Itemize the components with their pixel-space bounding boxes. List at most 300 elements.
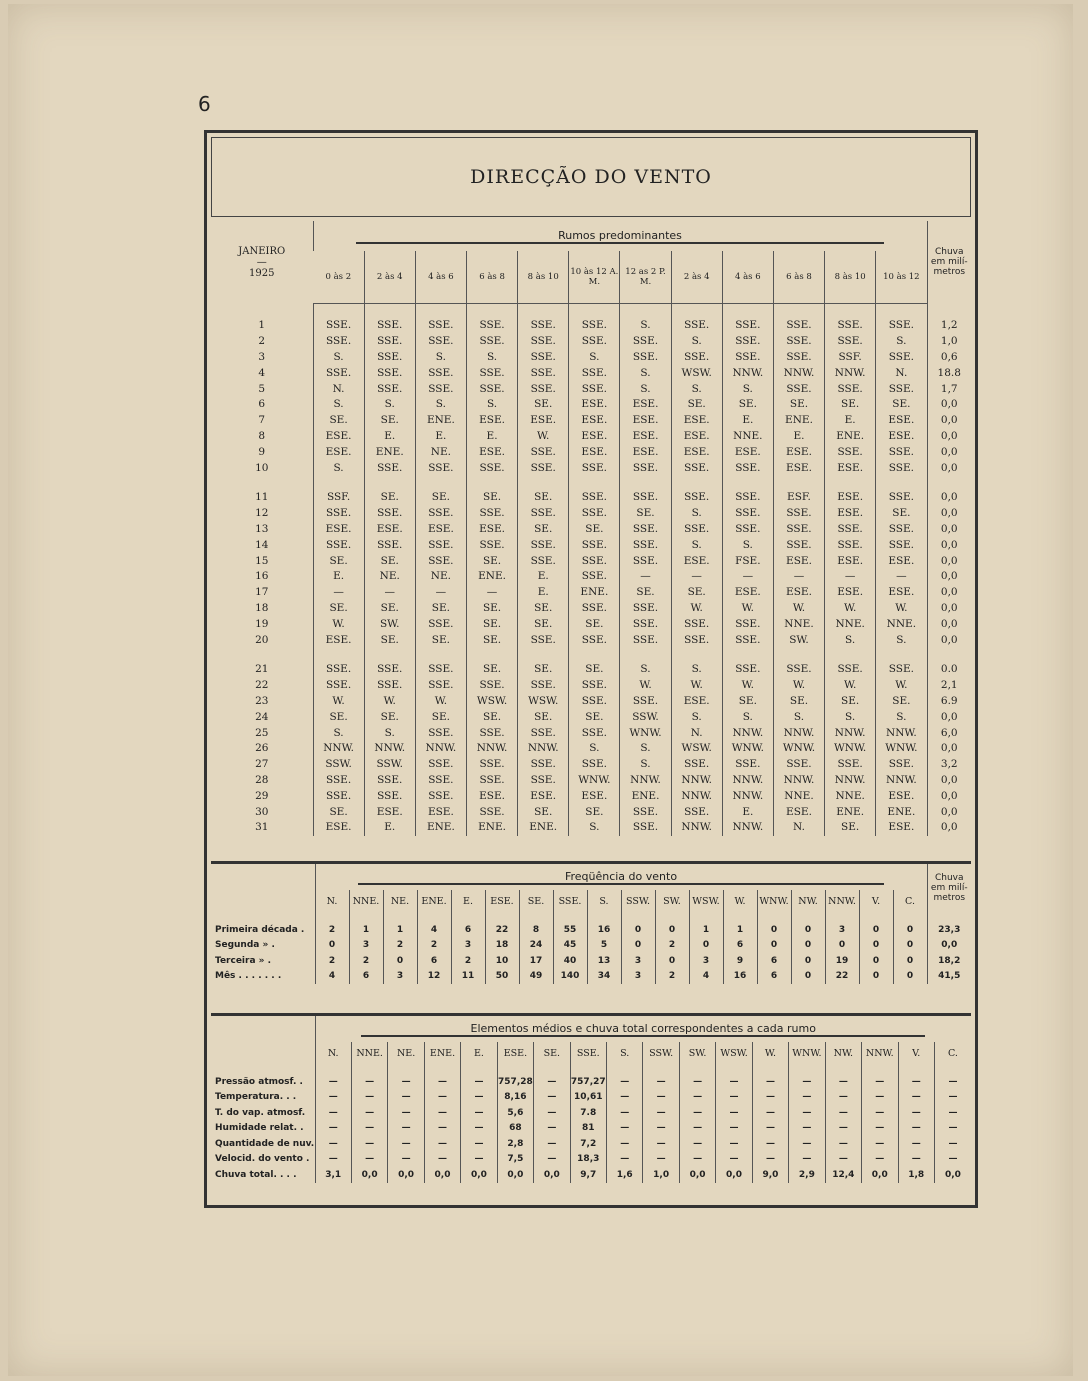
wind-direction-cell: NNW. — [620, 773, 671, 789]
wind-direction-cell: WNW. — [569, 773, 620, 789]
gap-cell — [424, 1064, 460, 1074]
wind-direction-cell: NE. — [415, 444, 466, 460]
wind-direction-cell: ESE. — [876, 820, 927, 836]
wind-direction-cell: SSE. — [876, 757, 927, 773]
wind-direction-cell: SSE. — [876, 350, 927, 366]
wind-direction-cell: SSE. — [415, 365, 466, 381]
spacer-cell — [876, 304, 927, 319]
wind-direction-cell: SSE. — [518, 365, 569, 381]
freq-direction-header: ENE. — [417, 890, 451, 912]
spacer-cell — [876, 476, 927, 490]
wind-direction-cell: SSE. — [364, 334, 415, 350]
freq-cell: 22 — [825, 969, 859, 985]
spacer-cell — [825, 648, 876, 662]
wind-direction-cell: ESE. — [620, 429, 671, 445]
wind-direction-cell: S. — [313, 397, 364, 413]
wind-direction-cell: SSE. — [671, 632, 722, 648]
element-cell: — — [934, 1121, 971, 1137]
rain-cell: 0,0 — [927, 569, 971, 585]
wind-direction-cell: ENE. — [773, 413, 824, 429]
elements-header — [315, 1015, 971, 1043]
wind-direction-cell: SSE. — [876, 662, 927, 678]
wind-direction-cell: S. — [825, 632, 876, 648]
day-number: 20 — [255, 633, 269, 646]
table-row — [211, 1152, 971, 1168]
spacer-cell — [722, 476, 773, 490]
wind-direction-cell: S. — [671, 537, 722, 553]
elements-direction-header: V. — [898, 1042, 934, 1064]
wind-direction-cell: SSF. — [313, 490, 364, 506]
element-cell: — — [607, 1136, 643, 1152]
gap-cell — [893, 912, 927, 922]
element-cell: — — [351, 1105, 387, 1121]
wind-direction-cell: N. — [671, 725, 722, 741]
wind-direction-cell: SE. — [364, 413, 415, 429]
spacer-cell — [415, 476, 466, 490]
freq-cell: 16 — [587, 922, 621, 938]
day-number: 18 — [255, 601, 269, 614]
element-cell: — — [825, 1105, 861, 1121]
element-cell: — — [534, 1074, 570, 1090]
element-cell: — — [752, 1105, 788, 1121]
wind-direction-cell: S. — [313, 725, 364, 741]
wind-direction-cell: SSE. — [415, 381, 466, 397]
wind-direction-cell: SE. — [569, 616, 620, 632]
wind-direction-cell: S. — [671, 662, 722, 678]
wind-direction-cell: W. — [722, 678, 773, 694]
day-number: 8 — [258, 429, 266, 442]
wind-direction-cell: SSE. — [313, 662, 364, 678]
wind-direction-cell: W. — [825, 678, 876, 694]
freq-cell: 45 — [553, 938, 587, 954]
wind-direction-cell: S. — [722, 381, 773, 397]
freq-cell: 6 — [757, 953, 791, 969]
time-column-header: 6 às 8 — [773, 251, 824, 304]
wind-direction-cell: NNW. — [876, 773, 927, 789]
element-cell: — — [752, 1152, 788, 1168]
freq-cell: 0 — [689, 938, 723, 954]
spacer-cell — [518, 476, 569, 490]
rain-cell: 18,2 — [927, 953, 971, 969]
day-number: 30 — [255, 805, 269, 818]
wind-direction-cell: NNW. — [825, 773, 876, 789]
wind-direction-cell: — — [773, 569, 824, 585]
wind-direction-cell: ESE. — [415, 522, 466, 538]
freq-cell: 6 — [349, 969, 383, 985]
element-cell: — — [679, 1105, 715, 1121]
wind-direction-cell: ESE. — [825, 585, 876, 601]
element-cell: — — [898, 1105, 934, 1121]
freq-cell: 40 — [553, 953, 587, 969]
element-cell: — — [388, 1105, 424, 1121]
rain-cell: 0,0 — [927, 413, 971, 429]
element-cell: — — [862, 1074, 898, 1090]
wind-direction-cell: SSE. — [518, 632, 569, 648]
wind-direction-cell: SE. — [518, 709, 569, 725]
time-column-header: 0 às 2 — [313, 251, 364, 304]
element-cell: — — [607, 1105, 643, 1121]
day-number: 11 — [255, 491, 269, 504]
spacer-cell — [927, 476, 971, 490]
wind-direction-cell: — — [671, 569, 722, 585]
wind-direction-cell: SSW. — [620, 709, 671, 725]
wind-direction-cell: S. — [313, 460, 364, 476]
element-cell: — — [679, 1152, 715, 1168]
wind-direction-cell: E. — [722, 413, 773, 429]
wind-direction-cell: ESE. — [313, 632, 364, 648]
wind-direction-cell: ESE. — [773, 553, 824, 569]
wind-direction-cell: SSE. — [876, 460, 927, 476]
spacer-cell — [364, 304, 415, 319]
element-cell: — — [752, 1090, 788, 1106]
gap-cell — [485, 912, 519, 922]
row-label: Velocid. do vento . — [215, 1154, 310, 1165]
table-row — [211, 938, 971, 954]
element-cell: — — [643, 1121, 679, 1137]
wind-direction-cell: ESE. — [722, 444, 773, 460]
wind-direction-cell: E. — [313, 569, 364, 585]
time-column-header: 6 às 8 — [466, 251, 517, 304]
freq-cell: 0 — [757, 922, 791, 938]
day-number: 12 — [255, 507, 269, 520]
wind-direction-cell: ENE. — [415, 820, 466, 836]
wind-direction-cell: SE. — [518, 397, 569, 413]
day-number: 5 — [258, 382, 266, 395]
elements-direction-header: W. — [752, 1042, 788, 1064]
day-number: 31 — [255, 821, 269, 834]
gap-cell — [757, 912, 791, 922]
element-cell: 18,3 — [570, 1152, 606, 1168]
spacer-cell — [211, 476, 313, 490]
wind-direction-cell: ESE. — [722, 585, 773, 601]
wind-direction-cell: SE. — [773, 694, 824, 710]
freq-cell: 1 — [723, 922, 757, 938]
element-cell: — — [825, 1121, 861, 1137]
freq-cell: 2 — [417, 938, 451, 954]
table-row — [211, 741, 971, 757]
freq-cell: 5 — [587, 938, 621, 954]
wind-direction-cell: SE. — [518, 662, 569, 678]
wind-direction-cell: SSE. — [415, 725, 466, 741]
wind-direction-cell: — — [722, 569, 773, 585]
element-cell: — — [752, 1121, 788, 1137]
wind-direction-cell: S. — [825, 709, 876, 725]
wind-direction-cell: SSE. — [313, 678, 364, 694]
wind-direction-cell: W. — [364, 694, 415, 710]
wind-direction-cell: SSE. — [466, 804, 517, 820]
day-number: 28 — [255, 773, 269, 786]
wind-direction-cell: SSE. — [876, 444, 927, 460]
time-column-header: 10 às 12 A. M. — [569, 251, 620, 304]
gap-cell — [859, 912, 893, 922]
freq-cell: 140 — [553, 969, 587, 985]
wind-direction-cell: E. — [364, 429, 415, 445]
wind-direction-cell: SSE. — [415, 757, 466, 773]
day-number: 23 — [255, 694, 269, 707]
wind-direction-cell: FSE. — [722, 553, 773, 569]
wind-direction-cell: SSE. — [518, 773, 569, 789]
day-number: 21 — [255, 663, 269, 676]
elements-direction-header: N. — [315, 1042, 351, 1064]
wind-direction-cell: W. — [620, 678, 671, 694]
freq-cell: 4 — [315, 969, 349, 985]
day-number: 10 — [255, 461, 269, 474]
wind-direction-cell: ESE. — [313, 429, 364, 445]
element-cell: — — [934, 1152, 971, 1168]
wind-direction-cell: SSE. — [313, 318, 364, 334]
freq-cell: 11 — [451, 969, 485, 985]
element-cell: — — [388, 1090, 424, 1106]
table-row — [211, 601, 971, 617]
wind-direction-cell: SE. — [518, 490, 569, 506]
day-number: 16 — [255, 570, 269, 583]
freq-cell: 34 — [587, 969, 621, 985]
freq-cell: 3 — [451, 938, 485, 954]
wind-direction-cell: SSE. — [313, 773, 364, 789]
day-number: 6 — [258, 398, 266, 411]
table-row — [211, 1090, 971, 1106]
element-cell: — — [388, 1121, 424, 1137]
spacer-cell — [927, 304, 971, 319]
freq-cell: 0 — [791, 922, 825, 938]
wind-direction-cell: NNE. — [876, 616, 927, 632]
wind-direction-cell: SSE. — [364, 788, 415, 804]
element-cell: 81 — [570, 1121, 606, 1137]
spacer-cell — [620, 648, 671, 662]
freq-cell: 0 — [859, 922, 893, 938]
wind-direction-cell: S. — [722, 537, 773, 553]
freq-cell: 2 — [655, 938, 689, 954]
wind-direction-cell: S. — [876, 632, 927, 648]
wind-direction-cell: SE. — [825, 397, 876, 413]
freq-cell: 0 — [315, 938, 349, 954]
rain-cell: 0.0 — [927, 662, 971, 678]
wind-direction-cell: NNW. — [415, 741, 466, 757]
wind-direction-cell: S. — [466, 350, 517, 366]
wind-direction-cell: W. — [518, 429, 569, 445]
rain-cell: 0,0 — [927, 522, 971, 538]
element-cell: — — [643, 1105, 679, 1121]
freq-cell: 3 — [825, 922, 859, 938]
wind-direction-cell: S. — [671, 381, 722, 397]
table-row — [211, 678, 971, 694]
wind-direction-cell: SE. — [313, 413, 364, 429]
elements-direction-header: ENE. — [424, 1042, 460, 1064]
wind-direction-cell: SSE. — [773, 381, 824, 397]
freq-cell: 0 — [859, 953, 893, 969]
wind-direction-cell: SE. — [722, 694, 773, 710]
freq-direction-header: E. — [451, 890, 485, 912]
wind-direction-cell: NNW. — [876, 725, 927, 741]
day-number: 17 — [255, 586, 269, 599]
element-cell: — — [789, 1136, 825, 1152]
elements-direction-row — [211, 1042, 971, 1064]
wind-direction-cell: SSE. — [620, 616, 671, 632]
wind-direction-cell: ENE. — [364, 444, 415, 460]
rain-cell: 0,0 — [927, 773, 971, 789]
day-number: 13 — [255, 522, 269, 535]
wind-direction-cell: NNW. — [722, 773, 773, 789]
element-cell: — — [534, 1152, 570, 1168]
table-row — [211, 1167, 971, 1183]
wind-direction-cell: SE. — [364, 553, 415, 569]
wind-direction-cell: SSE. — [876, 522, 927, 538]
element-cell: — — [825, 1090, 861, 1106]
wind-direction-cell: SE. — [466, 601, 517, 617]
freq-direction-header: NE. — [383, 890, 417, 912]
wind-direction-cell: ESE. — [364, 522, 415, 538]
element-cell: 0,0 — [534, 1167, 570, 1183]
wind-direction-cell: SE. — [313, 553, 364, 569]
rain-cell: 0,0 — [927, 632, 971, 648]
table-row — [211, 1105, 971, 1121]
wind-direction-cell: SE. — [671, 585, 722, 601]
element-cell: 0,0 — [351, 1167, 387, 1183]
wind-direction-cell: SSE. — [569, 318, 620, 334]
element-cell: — — [607, 1121, 643, 1137]
element-cell: — — [789, 1121, 825, 1137]
wind-direction-cell: NNW. — [518, 741, 569, 757]
rain-cell: 0,0 — [927, 585, 971, 601]
table-row — [211, 506, 971, 522]
wind-direction-cell: W. — [415, 694, 466, 710]
element-cell: — — [461, 1105, 497, 1121]
wind-direction-cell: NNW. — [825, 365, 876, 381]
wind-direction-cell: ENE. — [415, 413, 466, 429]
wind-direction-cell: WNW. — [773, 741, 824, 757]
wind-direction-cell: — — [620, 569, 671, 585]
wind-direction-cell: SSE. — [466, 773, 517, 789]
spacer-cell — [876, 648, 927, 662]
wind-direction-cell: WSW. — [466, 694, 517, 710]
wind-direction-cell: SSE. — [876, 318, 927, 334]
wind-direction-cell: SSE. — [620, 820, 671, 836]
wind-direction-cell: SE. — [466, 616, 517, 632]
spacer-cell — [569, 304, 620, 319]
wind-direction-cell: SSE. — [313, 788, 364, 804]
element-cell: 68 — [497, 1121, 533, 1137]
day-number: 24 — [255, 710, 269, 723]
element-cell: — — [862, 1121, 898, 1137]
wind-direction-cell: S. — [415, 397, 466, 413]
freq-cell: 2 — [315, 953, 349, 969]
gap-cell — [211, 1064, 315, 1074]
day-number: 19 — [255, 617, 269, 630]
table-row — [211, 429, 971, 445]
wind-direction-cell: S. — [773, 709, 824, 725]
wind-direction-cell: NNW. — [722, 820, 773, 836]
time-column-header: 4 às 6 — [722, 251, 773, 304]
wind-direction-cell: SE. — [569, 662, 620, 678]
wind-direction-cell: NNW. — [825, 725, 876, 741]
wind-direction-cell: S. — [313, 350, 364, 366]
wind-direction-cell: SSF. — [825, 350, 876, 366]
wind-direction-cell: NNE. — [825, 788, 876, 804]
element-cell: 10,61 — [570, 1090, 606, 1106]
table-row — [211, 694, 971, 710]
wind-direction-cell: SE. — [313, 601, 364, 617]
elements-direction-header: E. — [461, 1042, 497, 1064]
freq-cell: 16 — [723, 969, 757, 985]
gap-cell — [587, 912, 621, 922]
wind-direction-cell: SSE. — [364, 506, 415, 522]
wind-direction-cell: ESE. — [313, 820, 364, 836]
wind-direction-cell: SSE. — [364, 460, 415, 476]
wind-direction-cell: SE. — [415, 709, 466, 725]
gap-cell — [791, 912, 825, 922]
wind-direction-cell: SSE. — [773, 318, 824, 334]
rain-cell: 3,2 — [927, 757, 971, 773]
freq-cell: 0 — [655, 922, 689, 938]
spacer-cell — [466, 476, 517, 490]
wind-direction-cell: SSE. — [569, 678, 620, 694]
row-label: Mês . . . . . . . — [215, 971, 282, 982]
freq-cell: 12 — [417, 969, 451, 985]
table-row — [211, 725, 971, 741]
gap-cell — [621, 912, 655, 922]
element-cell: — — [607, 1152, 643, 1168]
rain-cell: 0,0 — [927, 397, 971, 413]
element-cell: — — [643, 1152, 679, 1168]
wind-direction-cell: SSE. — [518, 460, 569, 476]
wind-direction-cell: SSE. — [415, 334, 466, 350]
wind-direction-cell: WNW. — [825, 741, 876, 757]
elements-direction-header: WNW. — [789, 1042, 825, 1064]
freq-direction-header: C. — [893, 890, 927, 912]
wind-direction-cell: SSE. — [671, 522, 722, 538]
freq-cell: 2 — [349, 953, 383, 969]
spacer-cell — [569, 648, 620, 662]
rain-cell: 0,0 — [927, 601, 971, 617]
freq-cell: 0 — [757, 938, 791, 954]
gap-row — [211, 1064, 971, 1074]
freq-rain-header: Chuva em milí-metros — [927, 863, 971, 913]
wind-direction-cell: NNW. — [364, 741, 415, 757]
wind-direction-cell: SE. — [466, 662, 517, 678]
table-row — [211, 709, 971, 725]
element-cell: — — [643, 1090, 679, 1106]
wind-direction-cell: ESE. — [313, 444, 364, 460]
table-row — [211, 444, 971, 460]
freq-cell: 3 — [349, 938, 383, 954]
element-cell: 9,0 — [752, 1167, 788, 1183]
spacer-cell — [722, 648, 773, 662]
wind-direction-cell: SSE. — [773, 522, 824, 538]
table-row — [211, 397, 971, 413]
wind-direction-cell: — — [364, 585, 415, 601]
element-cell: — — [716, 1121, 752, 1137]
elements-table — [211, 1013, 971, 1183]
wind-direction-cell: NNW. — [313, 741, 364, 757]
wind-direction-cell: SSW. — [364, 757, 415, 773]
elements-direction-header: NW. — [825, 1042, 861, 1064]
spacer-cell — [364, 476, 415, 490]
wind-direction-cell: ENE. — [620, 788, 671, 804]
wind-direction-cell: SE. — [569, 522, 620, 538]
gap-cell — [655, 912, 689, 922]
spacer-cell — [211, 304, 313, 319]
gap-cell — [862, 1064, 898, 1074]
wind-direction-cell: ESE. — [876, 585, 927, 601]
freq-direction-header: W. — [723, 890, 757, 912]
element-cell: — — [315, 1136, 351, 1152]
rain-cell: 1,7 — [927, 381, 971, 397]
spacer-row — [211, 648, 971, 662]
wind-direction-cell: SSE. — [415, 318, 466, 334]
spacer-cell — [671, 304, 722, 319]
freq-cell: 22 — [485, 922, 519, 938]
wind-direction-cell: S. — [415, 350, 466, 366]
